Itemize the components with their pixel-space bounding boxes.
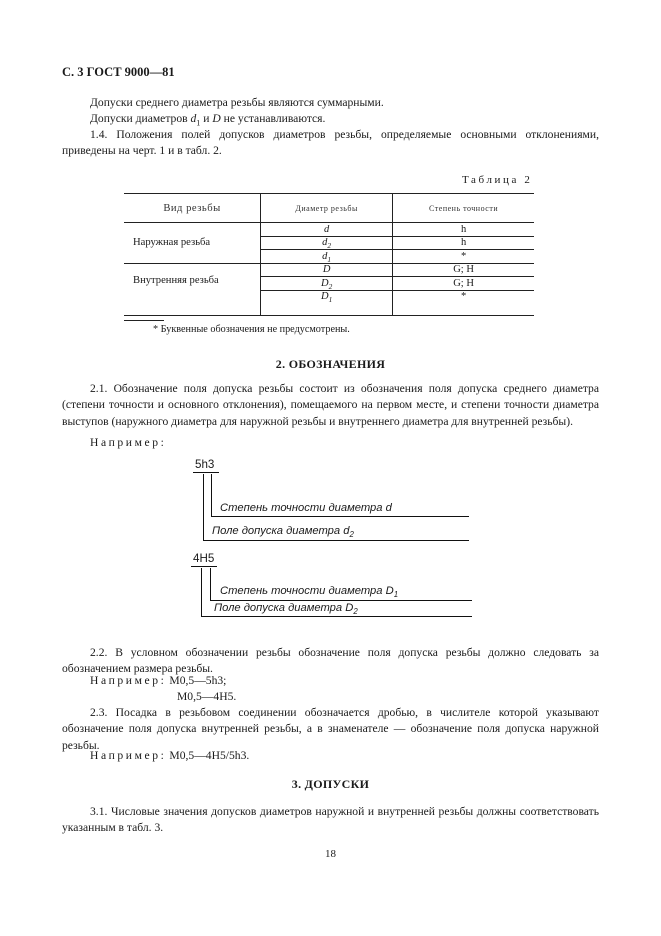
example-2-2-line1 bbox=[90, 674, 226, 687]
p2-text-c: не устанавливаются. bbox=[220, 112, 326, 125]
diagram2-line-1 bbox=[210, 600, 472, 601]
table-cell-diam: $D_1$ bbox=[261, 290, 393, 315]
table-cell-kind: Наружная резьба bbox=[133, 237, 211, 249]
table-cell-diam: D bbox=[261, 263, 393, 277]
diagram2-bracket-inner bbox=[210, 568, 211, 600]
table-row bbox=[124, 223, 534, 237]
paragraph-2-1: 2.1. Обозначение поля допуска резьбы состоит из обозначения поля допуска среднего диаметра (степени точности и основного отклонения), помещаемого на первом месте, и степени точности диаметра выступов (наружного диаметра для наружной резьбы и внутреннего диаметра для внутренней резьбы). bbox=[62, 382, 599, 428]
example-label-2-3: Например: bbox=[90, 749, 167, 762]
table-cell-grade: G; H bbox=[393, 277, 534, 291]
table-header-row bbox=[124, 194, 534, 223]
table-cell-diam: $d_2$ bbox=[261, 236, 393, 250]
diagram2-line-2 bbox=[201, 616, 472, 617]
diagram2-code-underline bbox=[191, 566, 217, 567]
p2-var-sub: 1 bbox=[196, 118, 201, 128]
table-cell-kind: Внутренняя резьба bbox=[124, 263, 261, 315]
example-label-2-1: Например: bbox=[90, 436, 167, 449]
table-cell-grade: G; H bbox=[393, 263, 534, 277]
p2-text-b: и bbox=[200, 112, 213, 125]
diagram1-code: 5h3 bbox=[195, 458, 215, 471]
footnote-divider bbox=[124, 320, 164, 321]
p2-text-a: Допуски диаметров bbox=[90, 112, 191, 125]
diagram1-bracket-outer bbox=[203, 474, 204, 540]
p2-var-D: D bbox=[212, 112, 221, 125]
diagram1-code-underline bbox=[193, 472, 219, 473]
table-footnote: * Буквенные обозначения не предусмотрены. bbox=[153, 324, 350, 335]
diagram1-bracket-inner bbox=[211, 474, 212, 516]
diagram1-label-2: Поле допуска диаметра $d_2$ bbox=[212, 525, 354, 540]
diagram1-line-2 bbox=[203, 540, 469, 541]
table-cell-diam: $d_1$ bbox=[261, 250, 393, 264]
paragraph-p1 bbox=[90, 95, 599, 111]
paragraph-p2 bbox=[90, 111, 599, 127]
table-header-grade: Степень точности bbox=[393, 194, 534, 223]
table-header-kind: Вид резьбы bbox=[124, 194, 261, 223]
table-cell-grade: h bbox=[393, 223, 534, 237]
table-cell-grade: * bbox=[393, 290, 534, 315]
paragraph-3-1: 3.1. Числовые значения допусков диаметров наружной и внутренней резьбы должны соответствовать указанным в табл. 3. bbox=[62, 805, 599, 835]
page-number: 18 bbox=[325, 848, 336, 860]
table-caption: Таблица 2 bbox=[462, 174, 533, 186]
example-2-2-value-1: М0,5—5h3; bbox=[169, 674, 227, 687]
paragraph-p3: 1.4. Положения полей допусков диаметров резьбы, определяемые основными отклонениями, приведены на черт. 1 и в табл. 2. bbox=[62, 128, 599, 158]
diagram1-label-1: Степень точности диаметра d bbox=[220, 502, 392, 514]
table-cell-grade: * bbox=[393, 250, 534, 264]
diagram2-label-2: Поле допуска диаметра $D_2$ bbox=[214, 602, 358, 617]
document-header: С. 3 ГОСТ 9000—81 bbox=[62, 65, 175, 79]
table-header-diam: Диаметр резьбы bbox=[261, 194, 393, 223]
p2-var-d: d bbox=[190, 112, 197, 125]
example-2-2-value-2: М0,5—4Н5. bbox=[177, 690, 237, 703]
paragraph-p1-text: Допуски среднего диаметра резьбы являются суммарными. bbox=[90, 96, 384, 109]
table-cell-diam: $D_2$ bbox=[261, 277, 393, 291]
table-cell-diam: d bbox=[261, 223, 393, 237]
diagram1-line-1 bbox=[211, 516, 469, 517]
table-2 bbox=[124, 193, 534, 316]
example-2-3-value: М0,5—4Н5/5h3. bbox=[169, 749, 250, 762]
diagram2-label-1: Степень точности диаметра $D_1$ bbox=[220, 585, 399, 600]
table-cell-grade: h bbox=[393, 236, 534, 250]
table-row bbox=[124, 263, 534, 277]
diagram2-bracket-outer bbox=[201, 568, 202, 616]
example-2-3 bbox=[90, 749, 249, 762]
paragraph-2-2: 2.2. В условном обозначении резьбы обозначение поля допуска резьбы должно следовать за обозначением размера резьбы. bbox=[62, 646, 599, 676]
paragraph-2-3: 2.3. Посадка в резьбовом соединении обозначается дробью, в числителе которой указывают обозначение поля допуска внутренней резьбы, а в знаменателе — обозначение поля допуска наружной резьбы. bbox=[62, 706, 599, 752]
section-3-title: 3. ДОПУСКИ bbox=[291, 777, 370, 791]
section-2-title: 2. ОБОЗНАЧЕНИЯ bbox=[275, 357, 386, 371]
example-label-2-2: Например: bbox=[90, 674, 167, 687]
diagram2-code: 4H5 bbox=[193, 552, 215, 565]
